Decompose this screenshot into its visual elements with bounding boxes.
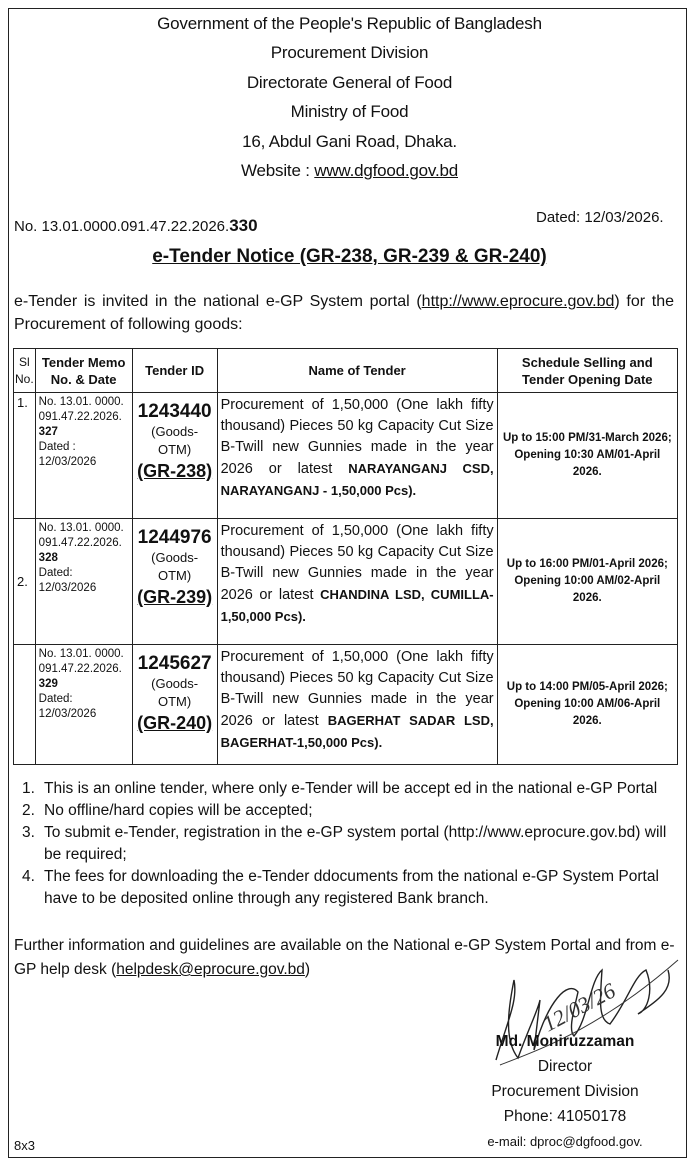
memo-line2: 091.47.22.2026. [38,537,122,549]
tender-type: (Goods-OTM) [151,550,199,583]
reference-number-suffix: 330 [229,216,258,235]
intro-text-a: e-Tender is invited in the national e-GP System portal ( [14,293,422,310]
row-tender-name [217,519,497,645]
reference-number [14,216,258,236]
note-number: 4. [22,868,35,885]
tender-type: (Goods-OTM) [151,676,199,709]
header-directorate: Directorate General of Food [246,73,453,92]
further-close: ) [304,961,311,978]
tender-name-location: CHANDINA LSD, CUMILLA-1,50,000 Pcs). [220,587,494,624]
note-number: 2. [22,802,35,819]
header-division: Procurement Division [270,43,429,62]
intro-text-b: ) for the Procurement of following goods: [14,293,674,333]
schedule-opening: Opening 10:00 AM/06-April 2026. [514,698,661,727]
tender-type: (Goods-OTM) [151,424,199,457]
row-schedule [497,519,677,645]
corner-code: 8x3 [14,1138,35,1153]
header-ministry: Ministry of Food [290,102,409,121]
memo-date: Dated: 12/03/2026 [38,693,97,720]
schedule-selling: Up to 15:00 PM/31-March 2026; [502,432,672,444]
tender-id-number: 1245627 [137,653,212,674]
header-memo: Tender Memo No. & Date [35,349,132,393]
memo-line1: No. 13.01. 0000. [38,648,124,660]
table-row [14,393,678,519]
schedule-opening: Opening 10:30 AM/01-April 2026. [514,449,661,478]
tender-id-number: 1244976 [137,527,212,548]
row-tender-id [132,519,217,645]
row-memo [35,645,132,765]
list-item [22,800,682,822]
tender-name-location: NARAYANGANJ CSD, NARAYANGANJ - 1,50,000 Pcs). [220,461,494,498]
row-sl: 2. [14,519,36,645]
memo-line1: No. 13.01. 0000. [38,396,124,408]
row-tender-id [132,393,217,519]
tender-name-text: Procurement of 1,50,000 (One lakh fifty thousand) Pieces 50 kg Capacity Cut Size B-Twill new Gunnies made in the year 2026 or latest [220,397,494,477]
reference-number-text: No. 13.01.0000.091.47.22.2026. [14,218,230,235]
note-number: 1. [22,780,35,797]
row-memo [35,519,132,645]
signatory-email: e-mail: dproc@dgfood.gov. [487,1134,643,1149]
row-tender-name [217,645,497,765]
schedule-selling: Up to 16:00 PM/01-April 2026; [506,558,668,570]
row-schedule [497,645,677,765]
header-schedule: Schedule Selling and Tender Opening Date [497,349,677,393]
header-name: Name of Tender [217,349,497,393]
tender-name-location: BAGERHAT SADAR LSD, BAGERHAT-1,50,000 Pcs). [220,713,494,750]
header-government: Government of the People's Republic of Bangladesh [157,14,542,33]
memo-number: 328 [38,552,58,564]
schedule-selling: Up to 14:00 PM/05-April 2026; [506,681,668,693]
note-number: 3. [22,824,35,841]
table-header-row [14,349,678,393]
tender-gr-code: (GR-240) [137,713,213,733]
header-website [0,161,699,181]
notice-title [0,246,699,268]
table-row [14,519,678,645]
signatory-name: Md. Moniruzzaman [495,1033,635,1050]
notes-list [22,778,682,910]
tender-name-text: Procurement of 1,50,000 (One lakh fifty thousand) Pieces 50 kg Capacity Cut Size B-Twill new Gunnies made in the year 2026 or latest [220,649,494,729]
tender-id-number: 1243440 [137,401,212,422]
row-memo [35,393,132,519]
further-text: Further information and guidelines are available on the National e-GP System Portal and from e-GP help desk ( [14,937,675,978]
memo-number: 329 [38,678,58,690]
intro-paragraph [14,290,674,336]
signatory-title: Director [537,1058,593,1075]
table-row [14,645,678,765]
reference-date: Dated: 12/03/2026. [536,209,664,226]
signatory-division: Procurement Division [491,1083,639,1100]
header-address: 16, Abdul Gani Road, Dhaka. [242,132,457,151]
row-schedule [497,393,677,519]
note-text: This is an online tender, where only e-Tender will be accept ed in the national e-GP Portal [44,780,658,797]
website-link[interactable]: www.dgfood.gov.bd [314,161,458,180]
memo-date: Dated : 12/03/2026 [38,441,97,468]
schedule-opening: Opening 10:00 AM/02-April 2026. [514,575,661,604]
note-text: The fees for downloading the e-Tender ddocuments from the national e-GP System Portal have to be deposited online through any registered Bank branch. [44,868,659,907]
memo-line2: 091.47.22.2026. [38,411,122,423]
notice-title-text: e-Tender Notice (GR-238, GR-239 & GR-240) [152,246,547,267]
header-tender-id: Tender ID [132,349,217,393]
tender-table [13,348,678,765]
signature-date-handwritten: 12/03/26 [538,977,620,1037]
list-item [22,822,682,866]
row-tender-id [132,645,217,765]
row-sl [14,645,36,765]
list-item [22,778,682,800]
list-item [22,866,682,910]
tender-gr-code: (GR-239) [137,587,213,607]
signatory-phone: Phone: 41050178 [503,1108,627,1125]
memo-number: 327 [38,426,58,438]
row-sl: 1. [14,393,36,519]
intro-link[interactable]: http://www.eprocure.gov.bd [421,293,615,310]
helpdesk-email-link[interactable]: helpdesk@eprocure.gov.bd [116,961,305,978]
note-text: To submit e-Tender, registration in the e-GP system portal (http://www.eprocure.gov.bd) will be required; [44,824,667,863]
note-text: No offline/hard copies will be accepted; [44,802,313,819]
memo-line2: 091.47.22.2026. [38,663,122,675]
memo-line1: No. 13.01. 0000. [38,522,124,534]
tender-name-text: Procurement of 1,50,000 (One lakh fifty thousand) Pieces 50 kg Capacity Cut Size B-Twill new Gunnies made in the year 2026 or latest [220,523,494,603]
tender-gr-code: (GR-238) [137,461,213,481]
header-sl: Sl No. [14,349,36,393]
memo-date: Dated: 12/03/2026 [38,567,97,594]
row-tender-name [217,393,497,519]
website-label: Website : [241,161,310,180]
